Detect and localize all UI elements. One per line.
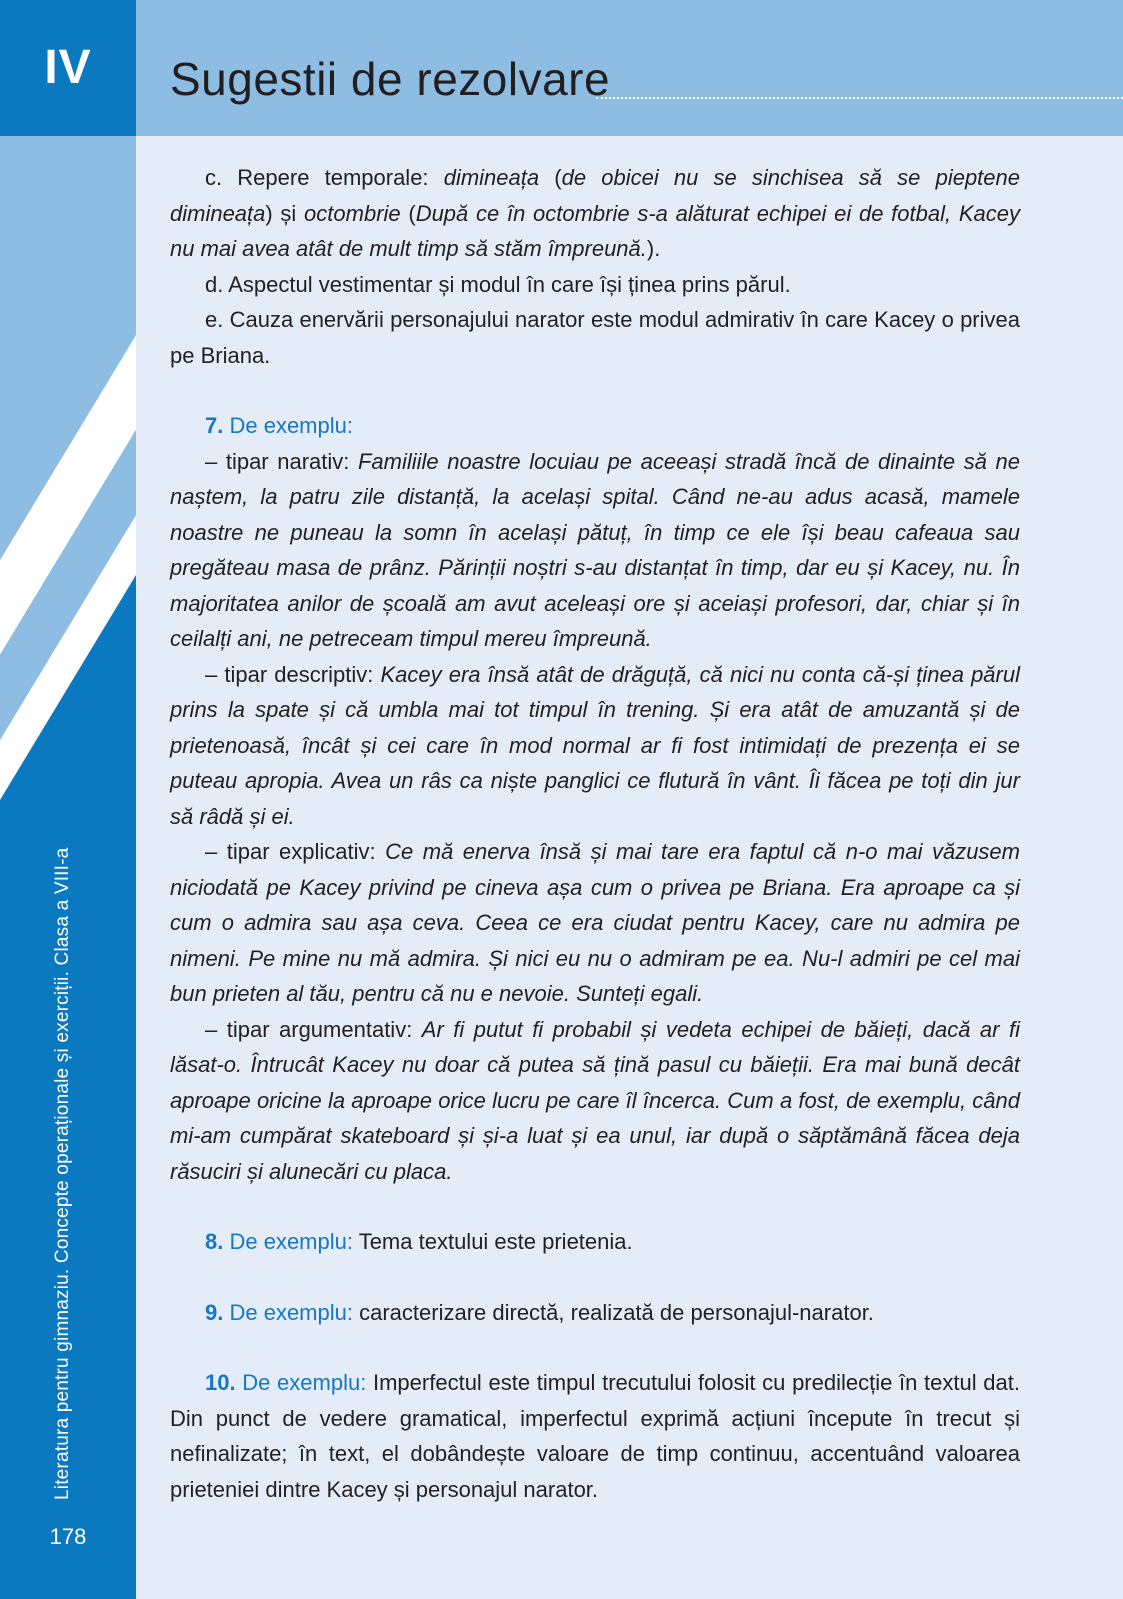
q7-narrative-item: – tipar narativ: Familiile noastre locuiau pe aceeași stradă încă de dinainte să ne naștem, la patru zile distanță, la același spital. Când ne-au adus acasă, mamele noastre ne puneau la somn în același pătuț, în timp ce ele își beau cafeaua sau pregăteau masa de prânz. Părinții noștri s-au distanțat în timp, dar eu și Kacey, nu. În majoritatea anilor de școală am avut aceleași ore și aceiași profesori, dar, chiar și în ceilalți ani, ne petreceam timpul mereu împreună. [170,448,1021,651]
title-dotted-rule [596,97,1123,99]
main-content [170,160,1020,1507]
page-title: Sugestii de rezolvare [170,53,611,105]
q7-explicative-item: – tipar explicativ: Ce mă enerva însă și mai tare era faptul că n-o mai văzusem niciodată pe Kacey privind pe cineva așa cum o privea pe Briana. Era aproape ca și cum o admira sau așa ceva. Ceea ce era ciudat pentru Kacey, care nu admira pe nimeni. Pe mine nu mă admira. Și nici eu nu o admiram pe ea. Nu-l admiri pe cel mai bun prieten al tău, pentru că nu e nevoie. Sunteți egali. [170,839,1020,1006]
q7-argumentative-item: – tipar argumentativ: Ar fi putut fi probabil și vedeta echipei de băieți, dacă ar fi lăsat-o. Întrucât Kacey nu doar că putea să țină pasul cu băieții. Era mai bună decât aproape oricine la aproape orice lucru pe care îl încerca. Cum a fost, de exemplu, când mi-am cumpărat skateboard și și-a luat și ea unul, iar după o săptămână făcea deja răsuciri și alunecări cu placa. [170,1016,1020,1184]
chapter-number: IV [44,41,92,94]
q7-descriptive-item: – tipar descriptiv: Kacey era însă atât de drăguță, că nici nu conta că-și ținea părul prins la spate și că umbla mai tot timpul în trening. Și era atât de amuzantă și de prietenoasă, încât și cei care în mod normal ar fi fost intimidați de prezența ei se puteau apropia. Avea un râs ca niște panglici ce flutură în vânt. Îi făcea pe toți din jur să râdă și ei. [170,661,1020,829]
answer-c: c. Repere temporale: dimineața (de obicei nu se sinchisea să se pieptene dimineața) și octombrie (După ce în octombrie s-a alăturat echipei ei de fotbal, Kacey nu mai avea atât de mult timp să stăm împreună.). [170,165,1020,261]
answer-10: 10. De exemplu: Imperfectul este timpul trecutului folosit cu predilecție în textul dat. Din punct de vedere gramatical, imperfectul exprimă acțiuni începute în trecut și nefinalizate; în text, el dobândește valoare de timp continuu, accentuând valoarea prieteniei dintre Kacey și personajul narator. [170,1370,1020,1502]
book-caption: Literatura pentru gimnaziu. Concepte operaționale și exerciții. Clasa a VIII-a [52,847,73,1500]
answer-8: 8. De exemplu: Tema textului este prietenia. [205,1229,633,1254]
chapter-box [0,0,136,136]
question-7-heading: 7. De exemplu: [205,413,353,438]
sidebar [0,0,136,1599]
page-number: 178 [49,1524,87,1549]
answer-9: 9. De exemplu: caracterizare directă, realizată de personajul-narator. [205,1299,874,1325]
answer-e: e. Cauza enervării personajului narator este modul admirativ în care Kacey o privea pe Briana. [170,307,1020,368]
answer-d: d. Aspectul vestimentar și modul în care își ținea prins părul. [205,271,791,297]
header-bar [136,0,1123,136]
